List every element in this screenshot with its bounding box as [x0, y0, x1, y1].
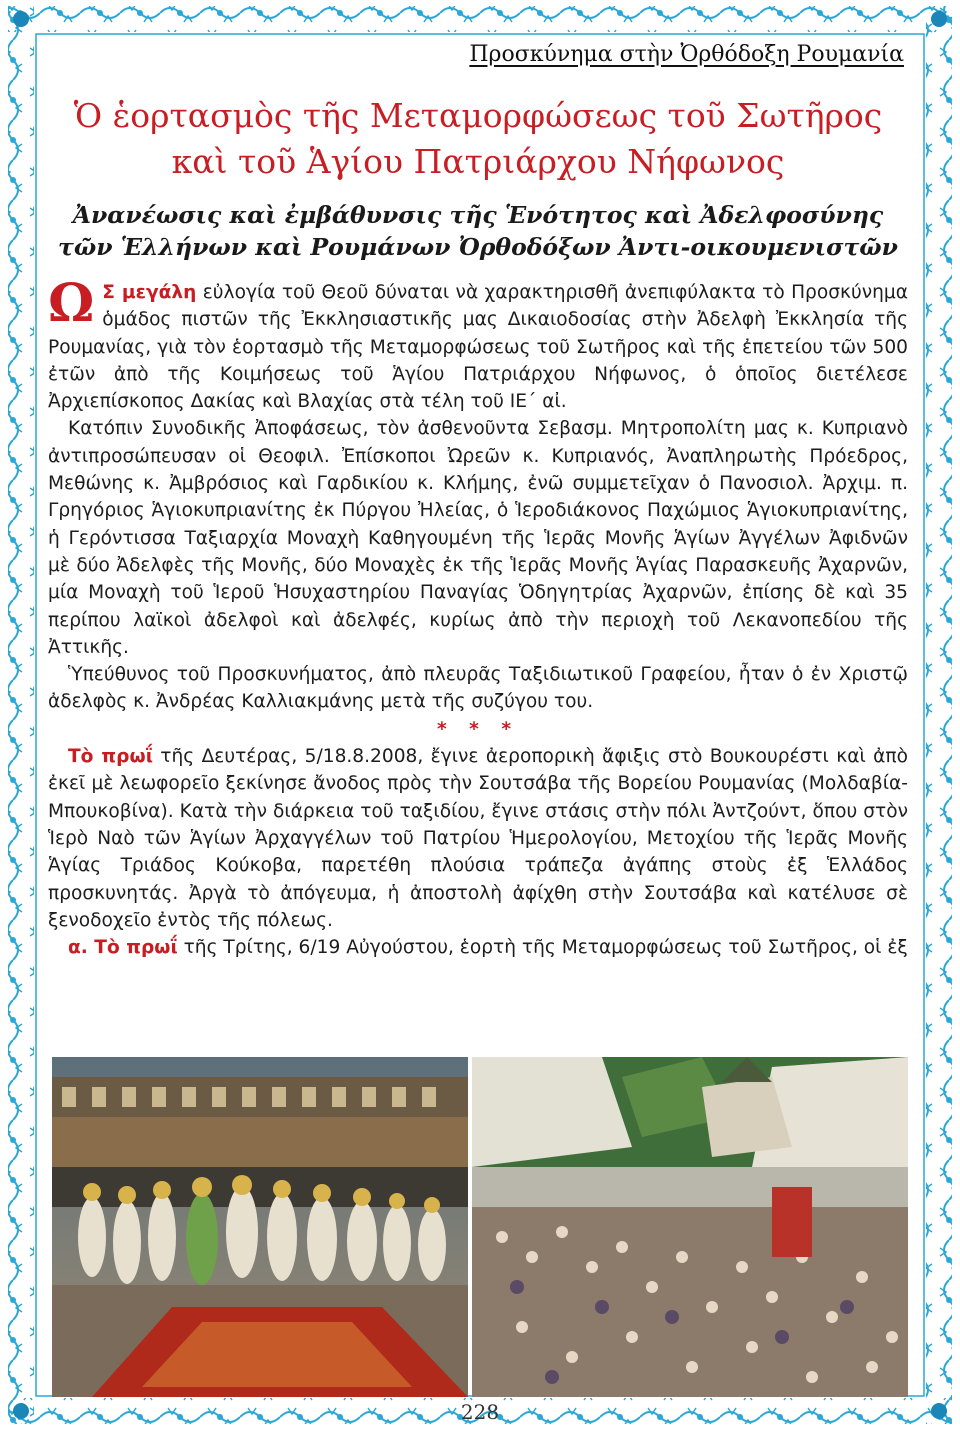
- page-number: 228: [460, 1400, 500, 1424]
- paragraph-5-text: τῆς Τρίτης, 6/19 Αὐγούστου, ἑορτὴ τῆς Μεταμορφώσεως τοῦ Σωτῆρος, οἱ ἐξ: [183, 937, 908, 959]
- article-content: [48, 42, 908, 961]
- lead-red-text: Σ μεγάλη: [102, 282, 197, 303]
- section-separator: * * *: [436, 718, 520, 740]
- running-header: Προσκύνημα στὴν Ὀρθόδοξη Ρουμανία: [469, 42, 904, 67]
- paragraph-4-text: τῆς Δευτέρας, 5/18.8.2008, ἔγινε ἀεροπορικὴ ἄφιξις στὸ Βουκουρέστι καὶ ἀπὸ ἐκεῖ μὲ λεωφορεῖο ξεκίνησε ἄνοδος πρὸς τὴν Σουτσάβα τῆς Βορείου Ρουμανίας (Μολδαβία-Μπουκοβίνα). Κατὰ τὴν διάρκεια τοῦ ταξιδίου, ἔγινε στάσις στὴν πόλι Ἀντζούντ, ὅπου στὸν Ἱερὸ Ναὸ τῶν Ἁγίων Ἀρχαγγέλων τοῦ Πατρίου Ἡμερολογίου, Μετοχίου τῆς Ἱερᾶς Μονῆς Ἁγίας Τριάδος Κούκοβα, παρετέθη πλούσια τράπεζα ἀγάπης στοὺς ἐξ Ἑλλάδος προσκυνητάς. Ἀργὰ τὸ ἀπόγευμα, ἡ ἀποστολὴ ἀφίχθη στὴν Σουτσάβα καὶ κατέλυσε σὲ ξενοδοχεῖο ἐντὸς τῆς πόλεως.: [48, 746, 908, 931]
- paragraph-5: [48, 934, 908, 961]
- title-line-2: καὶ τοῦ Ἁγίου Πατριάρχου Νήφωνος: [171, 142, 785, 181]
- subtitle-line-1: Ἀνανέωσις καὶ ἐμβάθυνσις τῆς Ἑνότητος καὶ Ἀδελφοσύνης: [72, 201, 884, 229]
- paragraph-4: [48, 743, 908, 934]
- subtitle-line-2: τῶν Ἑλλήνων καὶ Ρουμάνων Ὀρθοδόξων Ἀντι-οικουμενιστῶν: [58, 233, 898, 261]
- article-body: [48, 273, 908, 961]
- title-line-1: Ὁ ἑορτασμὸς τῆς Μεταμορφώσεως τοῦ Σωτῆρος: [73, 96, 883, 135]
- clergy-procession-photo: [52, 1057, 468, 1397]
- paragraph-1-text: εὐλογία τοῦ Θεοῦ δύναται νὰ χαρακτηρισθῆ ἀνεπιφύλακτα τὸ Προσκύνημα ὁμάδος πιστῶν τῆς Ἐκκλησιαστικῆς μας Δικαιοδοσίας στὴν Ἀδελφὴ Ἐκκλησία τῆς Ρουμανίας, γιὰ τὸν ἑορτασμὸ τῆς Μεταμορφώσεως τοῦ Σωτῆρος καὶ τῆς ἐπετείου τῶν 500 ἐτῶν ἀπὸ τῆς Κοιμήσεως τοῦ Ἁγίου Πατριάρχου Νήφωνος, ὁ ὁποῖος διετέλεσε Ἀρχιεπίσκοπος Δακίας καὶ Βλαχίας στὰ τέλη τοῦ ΙΕ´ αἰ.: [48, 282, 908, 413]
- paragraph-5-red: α. Τὸ πρωΐ: [68, 937, 178, 959]
- paragraph-3: Ὑπεύθυνος τοῦ Προσκυνήματος, ἀπὸ πλευρᾶς Ταξιδιωτικοῦ Γραφείου, ἦταν ὁ ἐν Χριστῷ ἀδελφὸς κ. Ἀνδρέας Καλλιακμάνης μετὰ τῆς συζύγου του.: [48, 664, 908, 713]
- photo-strip: [52, 1057, 908, 1397]
- monastery-crowd-photo: [472, 1057, 908, 1397]
- article-subtitle: [48, 199, 908, 263]
- paragraph-4-red: Τὸ πρωΐ: [68, 746, 153, 768]
- paragraph-1: [48, 273, 908, 415]
- dropcap: Ω: [48, 273, 95, 334]
- article-title: [48, 93, 908, 185]
- paragraph-2: Κατόπιν Συνοδικῆς Ἀποφάσεως, τὸν ἀσθενοῦντα Σεβασμ. Μητροπολίτη μας κ. Κυπριανὸ ἀντιπροσώπευσαν οἱ Θεοφιλ. Ἐπίσκοποι Ὠρεῶν κ. Κυπριανός, Ἀναπληρωτὴς Πρόεδρος, Μεθώνης κ. Ἀμβρόσιος καὶ Γαρδικίου κ. Κλήμης, ἐνῶ συμμετεῖχαν ὁ Πανοσιολ. Ἀρχιμ. π. Γρηγόριος Ἁγιοκυπριανίτης ἐκ Πύργου Ἠλείας, ὁ Ἱεροδιάκονος Παχώμιος Ἁγιοκυπριανίτης, ἡ Γερόντισσα Ταξιαρχία Μοναχὴ Καθηγουμένη τῆς Ἱερᾶς Μονῆς Ἁγίων Ἀγγέλων Ἀφιδνῶν μὲ δύο Ἀδελφὲς τῆς Μονῆς, δύο Μοναχὲς ἐκ τῆς Ἱερᾶς Μονῆς Ἁγίας Παρασκευῆς Ἀχαρνῶν, μία Μοναχὴ τοῦ Ἱεροῦ Ἡσυχαστηρίου Παναγίας Ὁδηγητρίας Ἀχαρνῶν, ἐπίσης δὲ καὶ 35 περίπου λαϊκοὶ ἀδελφοὶ καὶ ἀδελφές, κυρίως ἀπὸ τὴν περιοχὴ τοῦ Λεκανοπεδίου τῆς Ἀττικῆς.: [48, 418, 908, 658]
